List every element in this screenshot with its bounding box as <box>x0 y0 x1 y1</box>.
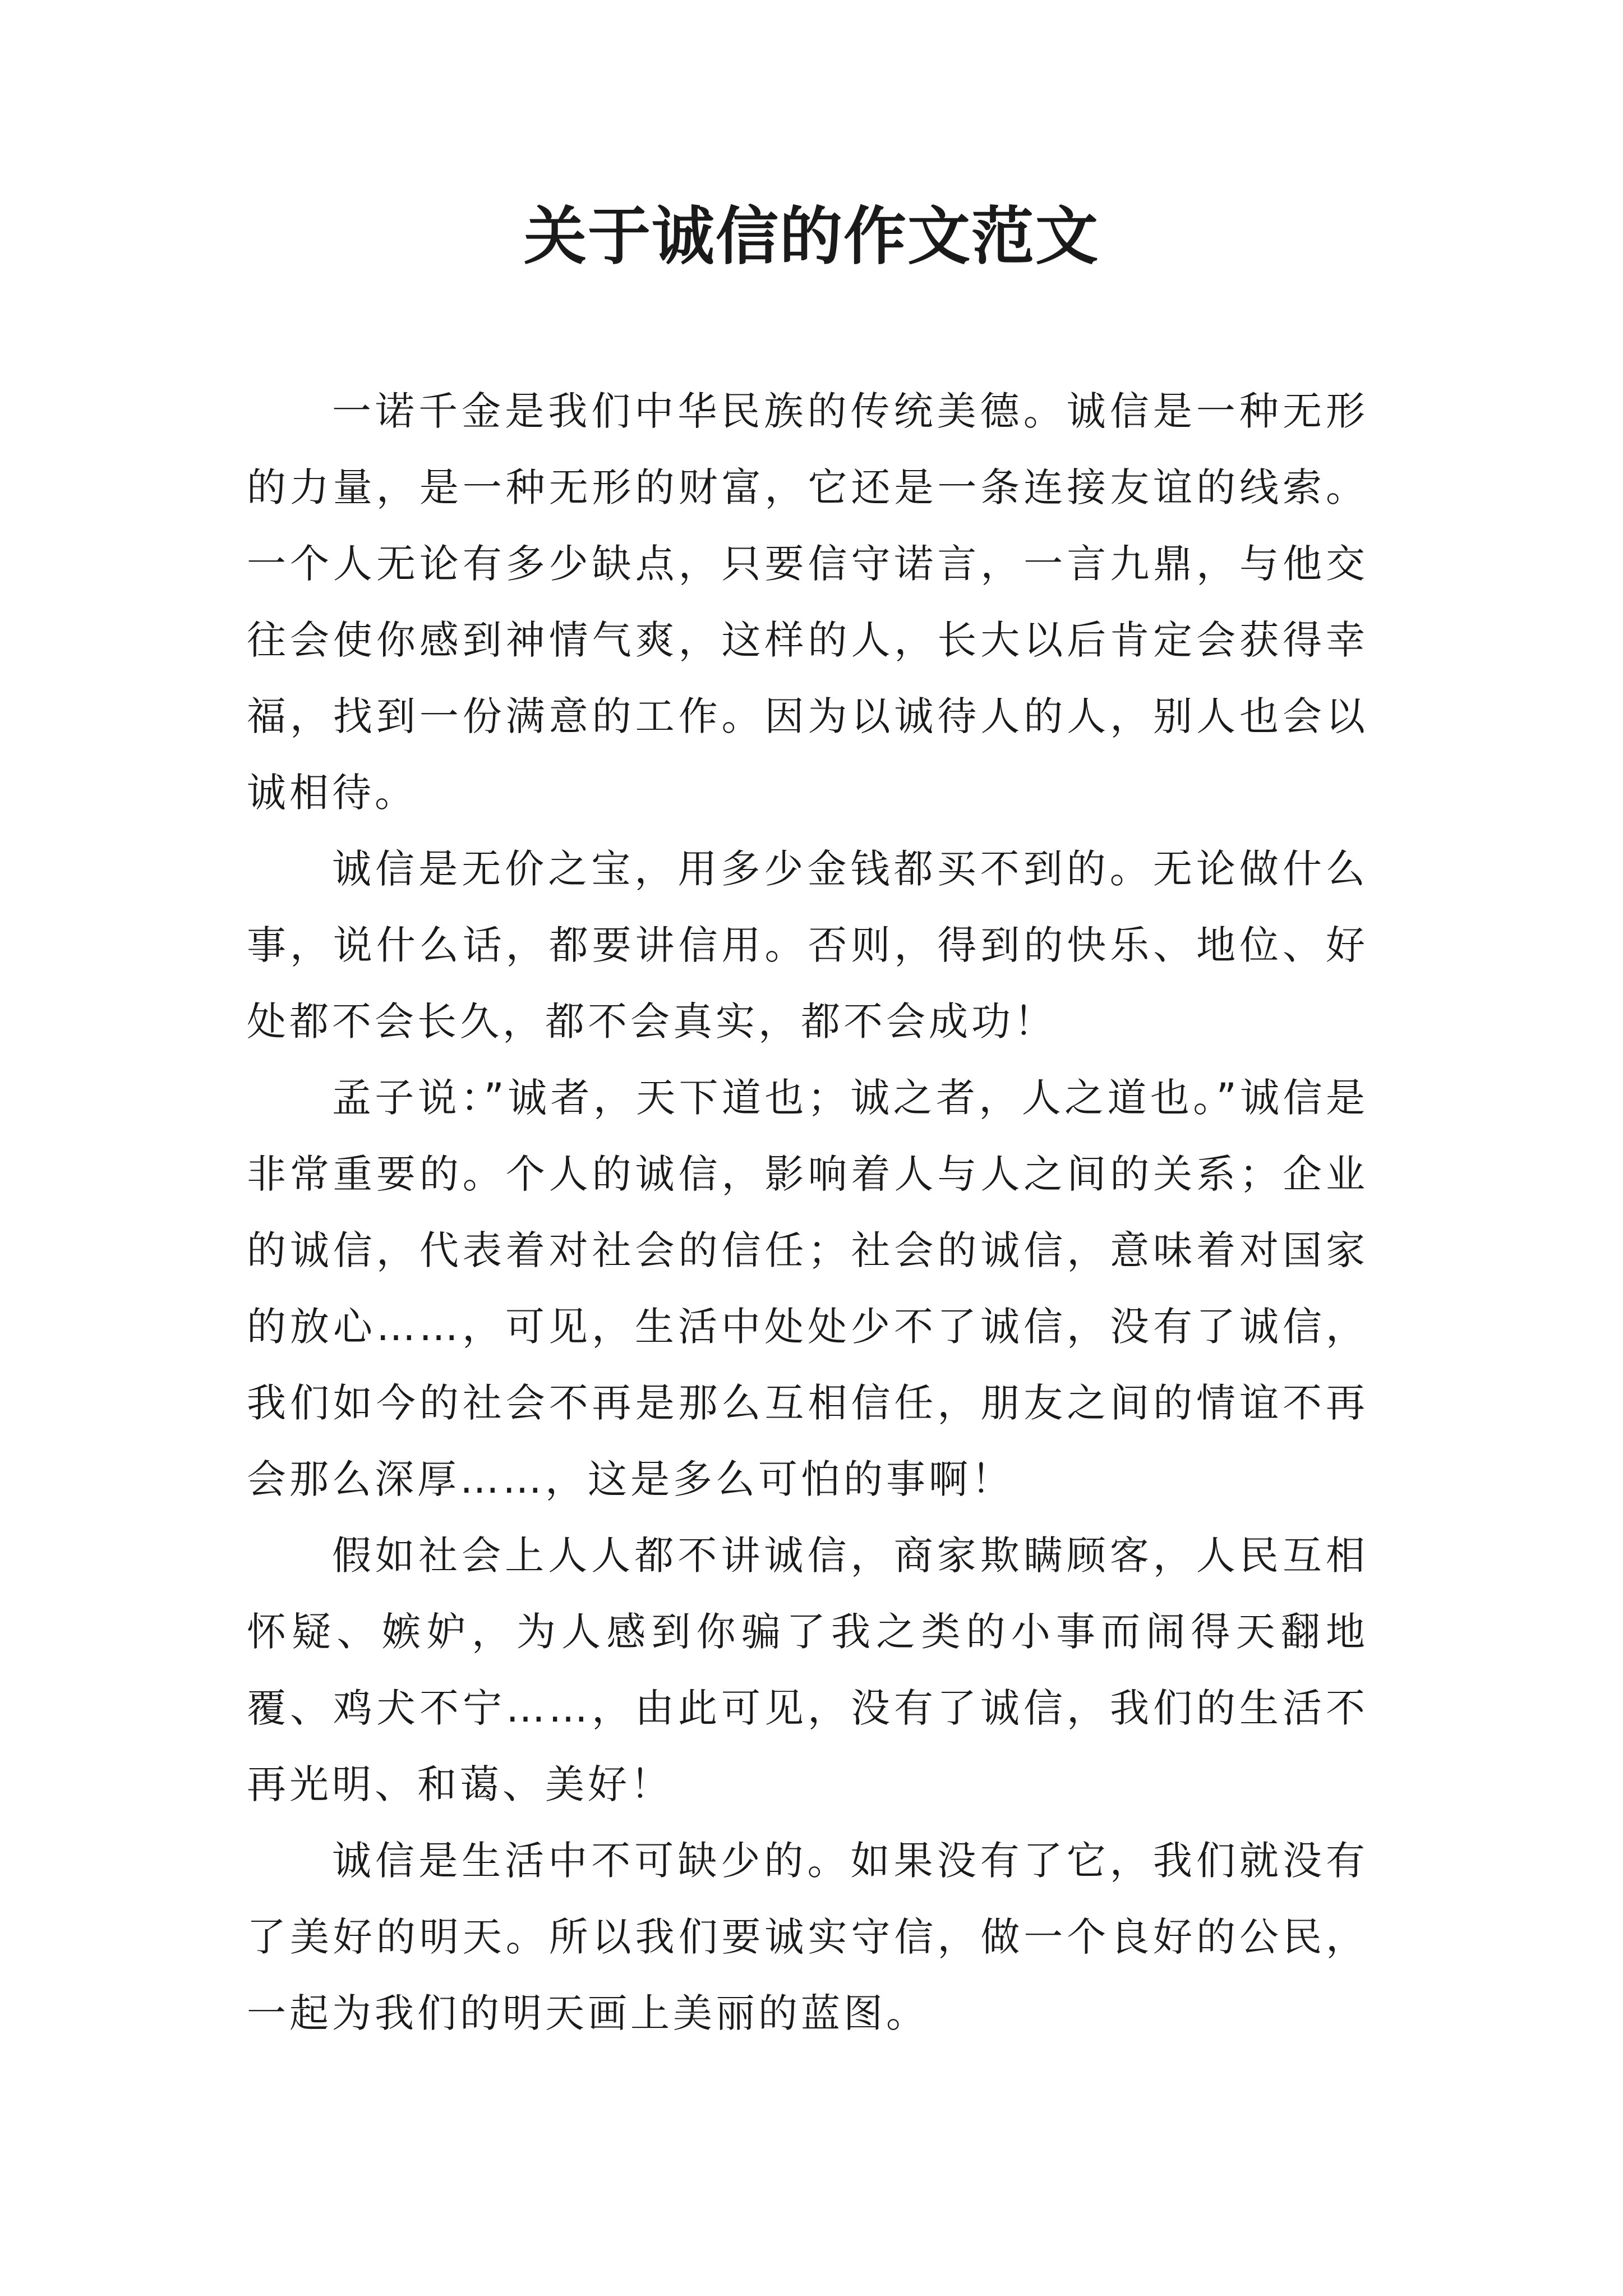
paragraph-1: 一诺千金是我们中华民族的传统美德。诚信是一种无形的力量，是一种无形的财富，它还是一条连接友谊的线索。一个人无论有多少缺点，只要信守诺言，一言九鼎，与他交往会使你感到神情气爽，这样的人，长大以后肯定会获得幸福，找到一份满意的工作。因为以诚待人的人，别人也会以诚相待。 <box>247 388 1368 816</box>
paragraph-2: 诚信是无价之宝，用多少金钱都买不到的。无论做什么事，说什么话，都要讲信用。否则，得到的快乐、地位、好处都不会长久，都不会真实，都不会成功！ <box>247 846 1368 1045</box>
document-title: 关于诚信的作文范文 <box>524 200 1099 273</box>
paragraph-5: 诚信是生活中不可缺少的。如果没有了它，我们就没有了美好的明天。所以我们要诚实守信，做一个良好的公民，一起为我们的明天画上美丽的蓝图。 <box>247 1838 1368 2036</box>
document-body <box>247 373 1368 2051</box>
paragraph-3: 孟子说：”诚者，天下道也；诚之者，人之道也。”诚信是非常重要的。个人的诚信，影响着人与人之间的关系；企业的诚信，代表着对社会的信任；社会的诚信，意味着对国家的放心……，可见，生活中处处少不了诚信，没有了诚信，我们如今的社会不再是那么互相信任，朋友之间的情谊不再会那么深厚……，这是多么可怕的事啊！ <box>247 1075 1368 1502</box>
paragraph-4: 假如社会上人人都不讲诚信，商家欺瞒顾客，人民互相怀疑、嫉妒，为人感到你骗了我之类的小事而闹得天翻地覆、鸡犬不宁……，由此可见，没有了诚信，我们的生活不再光明、和蔼、美好！ <box>247 1533 1368 1807</box>
